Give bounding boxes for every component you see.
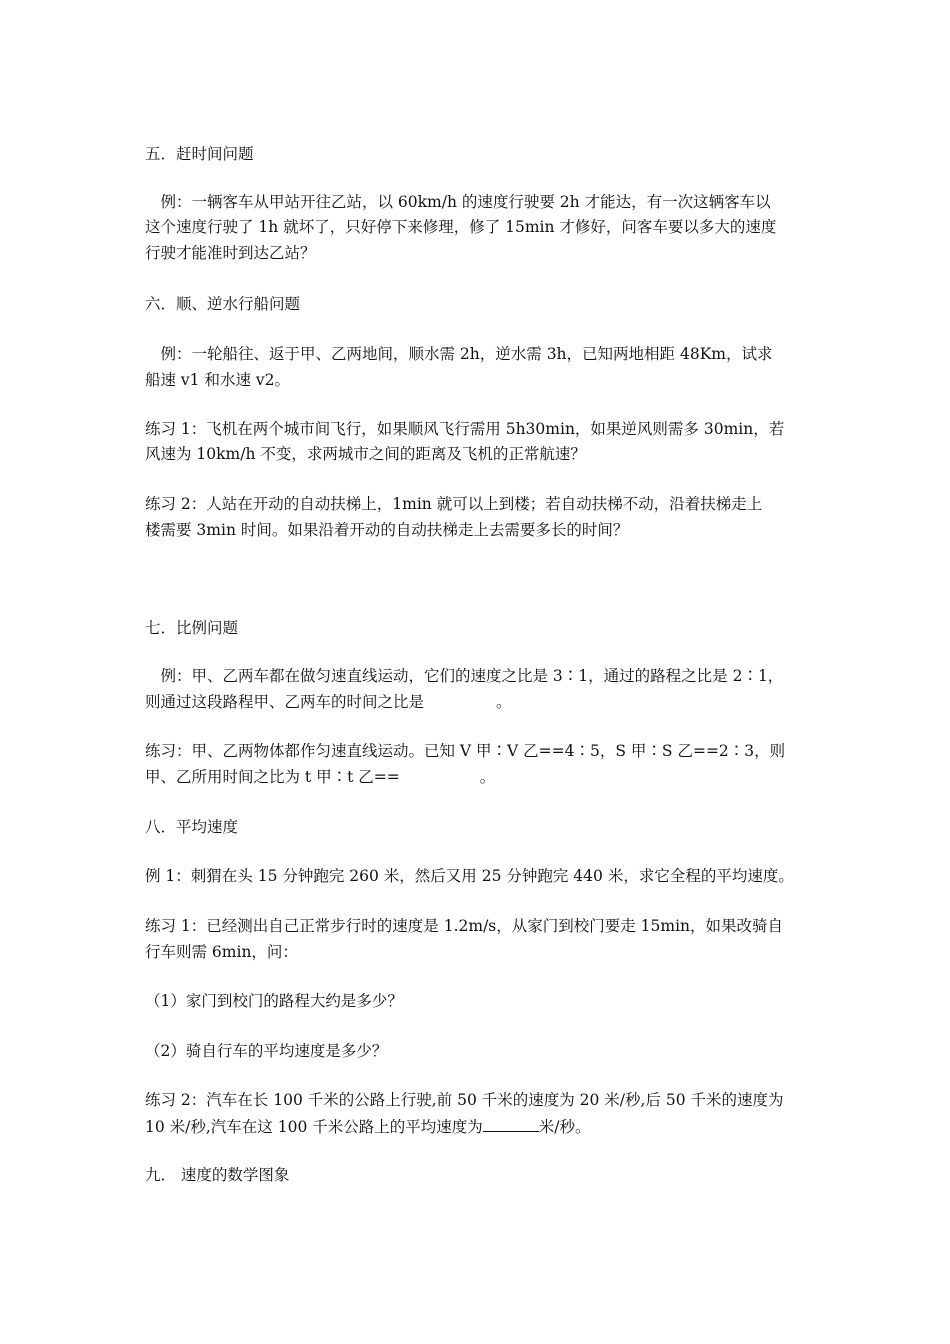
section6-exercise2-line-1: 练习 2：人站在开动的自动扶梯上，1min 就可以上到楼；若自动扶梯不动，沿着扶梯走上 — [145, 495, 763, 513]
section-heading-7: 七．比例问题 — [145, 619, 239, 637]
answer-blank-underline — [483, 1116, 539, 1132]
section7-example-line-2 — [145, 692, 512, 712]
section5-example-line-1: 例：一辆客车从甲站开往乙站，以 60km/h 的速度行驶要 2h 才能达，有一次这辆客车以 — [145, 193, 771, 211]
section7-example-end: 。 — [496, 693, 512, 711]
section6-example-line-2: 船速 v1 和水速 v2。 — [145, 371, 291, 389]
section8-exercise1-line-1: 练习 1：已经测出自己正常步行时的速度是 1.2m/s，从家门到校门要走 15min，如果改骑自 — [145, 917, 784, 935]
section8-exercise1-question-1: （1）家门到校门的路程大约是多少？ — [145, 992, 403, 1010]
section6-example-line-1: 例：一轮船往、返于甲、乙两地间，顺水需 2h，逆水需 3h，已知两地相距 48Km，试求 — [145, 345, 773, 363]
section5-example-line-3: 行驶才能准时到达乙站？ — [145, 244, 316, 262]
section8-example: 例 1：刺猬在头 15 分钟跑完 260 米，然后又用 25 分钟跑完 440 米，求它全程的平均速度。 — [145, 867, 794, 885]
section6-exercise1-line-1: 练习 1：飞机在两个城市间飞行，如果顺风飞行需用 5h30min，如果逆风则需多 30min，若 — [145, 420, 785, 438]
section6-exercise1-line-2: 风速为 10km/h 不变，求两城市之间的距离及飞机的正常航速？ — [145, 445, 586, 463]
section8-exercise1-line-2: 行车则需 6min，问： — [145, 943, 298, 961]
section7-example-line-1: 例：甲、乙两车都在做匀速直线运动，它们的速度之比是 3∶1，通过的路程之比是 2∶1， — [145, 667, 784, 685]
section8-exercise2-text: 10 米/秒,汽车在这 100 千米公路上的平均速度为 — [145, 1118, 483, 1136]
section-heading-9: 九． 速度的数学图象 — [145, 1166, 290, 1184]
section8-exercise2-line-2 — [145, 1116, 590, 1137]
section7-exercise-line-1: 练习：甲、乙两物体都作匀速直线运动。已知 V 甲∶V 乙==4∶5，S 甲∶S 乙==2∶3，则 — [145, 742, 786, 760]
section7-example-text: 则通过这段路程甲、乙两车的时间之比是 — [145, 693, 425, 711]
section7-exercise-line-2 — [145, 767, 495, 787]
section8-exercise2-unit: 米/秒。 — [538, 1118, 591, 1136]
section-heading-8: 八．平均速度 — [145, 818, 239, 836]
section-heading-6: 六．顺、逆水行船问题 — [145, 295, 301, 313]
section6-exercise2-line-2: 楼需要 3min 时间。如果沿着开动的自动扶梯走上去需要多长的时间？ — [145, 521, 629, 539]
section8-exercise1-question-2: （2）骑自行车的平均速度是多少？ — [145, 1042, 388, 1060]
section-heading-5: 五．赶时间问题 — [145, 145, 254, 163]
section8-exercise2-line-1: 练习 2：汽车在长 100 千米的公路上行驶,前 50 千米的速度为 20 米/秒,后 50 千米的速度为 — [145, 1091, 784, 1109]
section7-exercise-end: 。 — [479, 768, 496, 786]
section7-exercise-text: 甲、乙所用时间之比为 t 甲∶t 乙== — [145, 768, 400, 786]
section5-example-line-2: 这个速度行驶了 1h 就坏了，只好停下来修理，修了 15min 才修好，问客车要以多大的速度 — [145, 218, 777, 236]
